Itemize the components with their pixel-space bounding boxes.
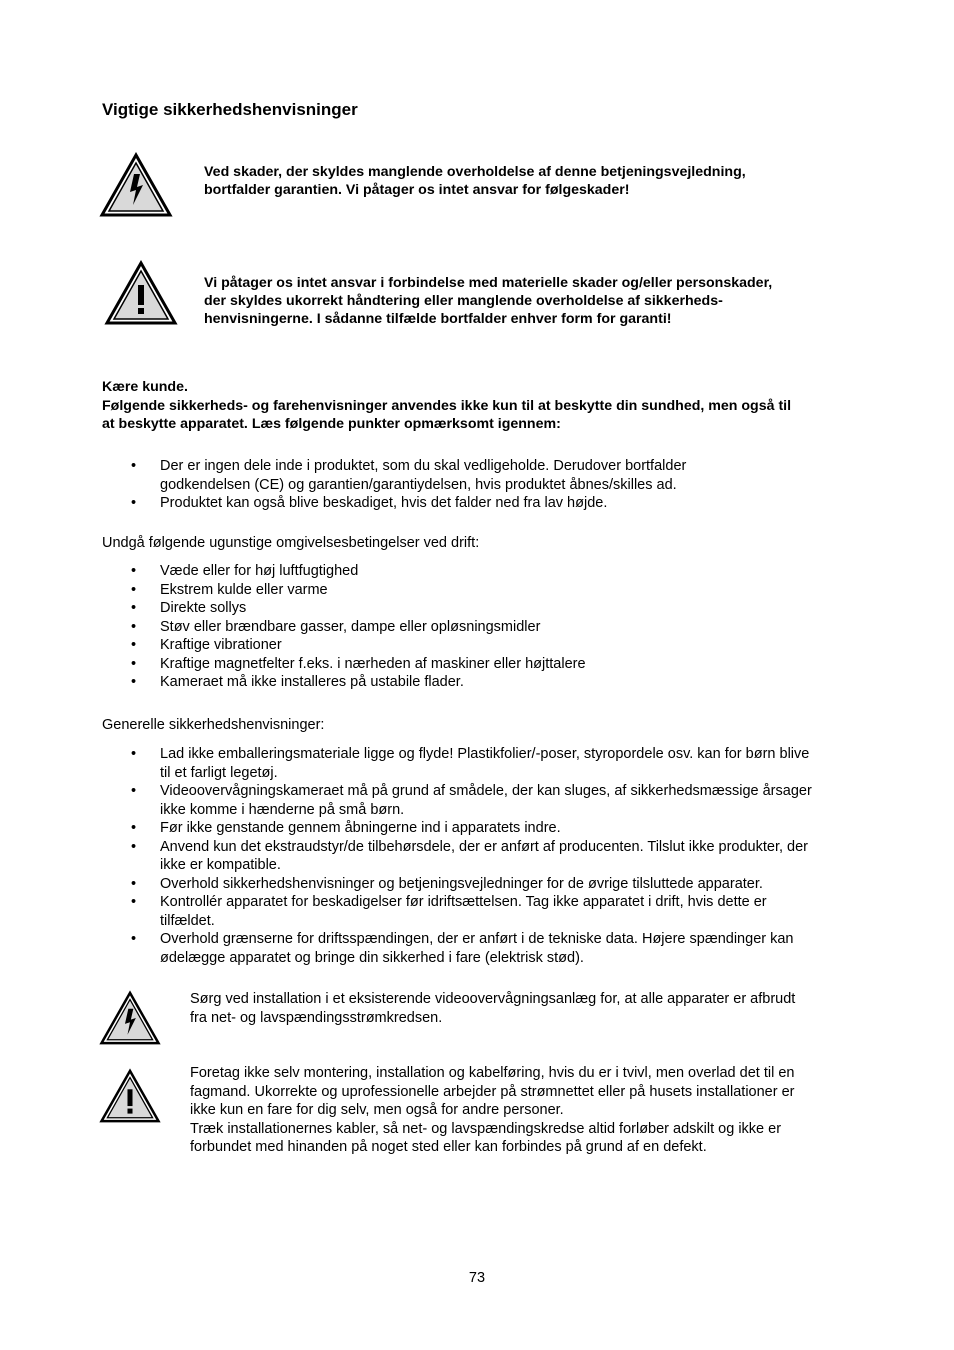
list-item (0, 636, 586, 655)
list-item (0, 893, 812, 930)
list-item-line: Overhold sikkerhedshenvisninger og betjeningsvejledninger for de øvrige tilsluttede apparater. (160, 875, 763, 892)
bullet-glyph: • (131, 655, 137, 672)
list-item-line: til et farligt legetøj. (160, 764, 278, 781)
notice-2-text: Foretag ikke selv montering, installation og kabelføring, hvis du er i tvivl, men overlad det til en fagmand. Ukorrekte og uprofessionelle arbejder på strømnettet eller på husets installationer er ikke kun en fare for dig selv, men også for andre personer. Træk installationernes kabler, så net- og lavspændingskredse altid forløber adskilt og ikke er forbundet med hinanden på noget sted eller kan forbindes på grund af en defekt. (190, 1065, 795, 1155)
greeting: Kære kunde. (102, 379, 188, 395)
list-item (0, 599, 586, 618)
bullet-glyph: • (131, 838, 137, 855)
list-item-line: Støv eller brændbare gasser, dampe eller opløsningsmidler (160, 618, 541, 635)
high-voltage-warning-icon (99, 990, 161, 1046)
bullet-list-product (0, 457, 686, 513)
list-item-line: Lad ikke emballeringsmateriale ligge og flyde! Plastikfolier/-poser, styropordele osv. kan for børn blive (160, 746, 810, 762)
list-item-line: Overhold grænserne for driftsspændingen, der er anført i de tekniske data. Højere spændinger kan (160, 931, 794, 947)
bullet-glyph: • (131, 783, 137, 799)
bullet-glyph: • (131, 637, 137, 653)
bullet-glyph: • (131, 600, 137, 616)
bullet-glyph: • (131, 495, 137, 511)
list-item-line: Der er ingen dele inde i produktet, som du skal vedligeholde. Derudover bortfalder (160, 458, 687, 474)
list-item-line: Videoovervågningskameraet må på grund af smådele, der kan sluges, af sikkerhedsmæssige årsager (160, 783, 812, 799)
intro-block: Kære kunde. Følgende sikkerheds- og farehenvisninger anvendes ikke kun til at beskytte din sundhed, men også til at beskytte apparatet. Læs følgende punkter opmærksomt igennem: (102, 379, 792, 432)
bullet-list-environment (0, 562, 586, 692)
high-voltage-warning-icon (99, 152, 173, 218)
list-item (0, 782, 812, 819)
list-item (0, 930, 812, 967)
list-item (0, 655, 586, 674)
page-title: Vigtige sikkerhedshenvisninger (102, 100, 358, 119)
list-item-line: Kraftige vibrationer (160, 637, 282, 653)
exclamation-warning-icon (104, 260, 178, 326)
bullet-glyph: • (131, 746, 137, 762)
list-item-line: Kameraet må ikke installeres på ustabile flader. (160, 674, 464, 690)
list-item-line: Ekstrem kulde eller varme (160, 581, 328, 598)
list-item-line: tilfældet. (160, 912, 215, 929)
list-item (0, 838, 812, 875)
bullet-glyph: • (131, 618, 137, 635)
list-item (0, 562, 586, 581)
list-item-line: Kraftige magnetfelter f.eks. i nærheden af maskiner eller højttalere (160, 655, 586, 672)
bullet-list-general (0, 745, 812, 967)
exclamation-warning-icon (99, 1068, 161, 1124)
list-item-line: Før ikke genstande gennem åbningerne ind i apparatets indre. (160, 820, 561, 836)
list-item-line: ødelægge apparatet og bringe din sikkerhed i fare (elektrisk stød). (160, 949, 584, 966)
list-item (0, 581, 586, 600)
bullet-glyph: • (131, 820, 137, 836)
list-item-line: godkendelsen (CE) og garantien/garantiydelsen, hvis produktet åbnes/skilles ad. (160, 476, 677, 493)
list-item (0, 673, 586, 692)
bullet-glyph: • (131, 674, 137, 690)
environment-heading: Undgå følgende ugunstige omgivelsesbetingelser ved drift: (102, 535, 480, 551)
notice-1-text: Sørg ved installation i et eksisterende videoovervågningsanlæg for, at alle apparater er afbrudt fra net- og lavspændingsstrømkredsen. (190, 991, 796, 1026)
bullet-glyph: • (131, 894, 137, 910)
list-item-line: Anvend kun det ekstraudstyr/de tilbehørsdele, der er anført af producenten. Tilslut ikke produkter, der (160, 838, 809, 855)
warning-1-text: Ved skader, der skyldes manglende overholdelse af denne betjeningsvejledning, bortfalder garantien. Vi påtager os intet ansvar for følgeskader! (204, 164, 746, 198)
list-item-line: Kontrollér apparatet for beskadigelser før idriftsættelsen. Tag ikke apparatet i drift, hvis dette er (160, 894, 767, 910)
list-item (0, 745, 812, 782)
bullet-glyph: • (131, 563, 137, 579)
page-number: 73 (468, 1270, 486, 1286)
list-item (0, 618, 586, 637)
list-item-line: Væde eller for høj luftfugtighed (160, 563, 359, 579)
bullet-glyph: • (131, 581, 137, 598)
warning-2-text: Vi påtager os intet ansvar i forbindelse med materielle skader og/eller personskader, der skyldes ukorrekt håndtering eller manglende overholdelse af sikkerheds- henvisningerne. I sådanne tilfælde bortfalder enhver form for garanti! (204, 275, 773, 327)
bullet-glyph: • (131, 931, 137, 947)
list-item-line: Direkte sollys (160, 600, 247, 616)
list-item-line: ikke er kompatible. (160, 857, 281, 873)
list-item-line: ikke komme i hænderne på små børn. (160, 801, 405, 818)
list-item-line: Produktet kan også blive beskadiget, hvis det falder ned fra lav højde. (160, 495, 608, 511)
list-item (0, 875, 812, 894)
list-item (0, 457, 686, 494)
bullet-glyph: • (131, 458, 137, 474)
list-item (0, 494, 686, 513)
general-heading: Generelle sikkerhedshenvisninger: (102, 717, 325, 733)
bullet-glyph: • (131, 875, 137, 892)
list-item (0, 819, 812, 838)
